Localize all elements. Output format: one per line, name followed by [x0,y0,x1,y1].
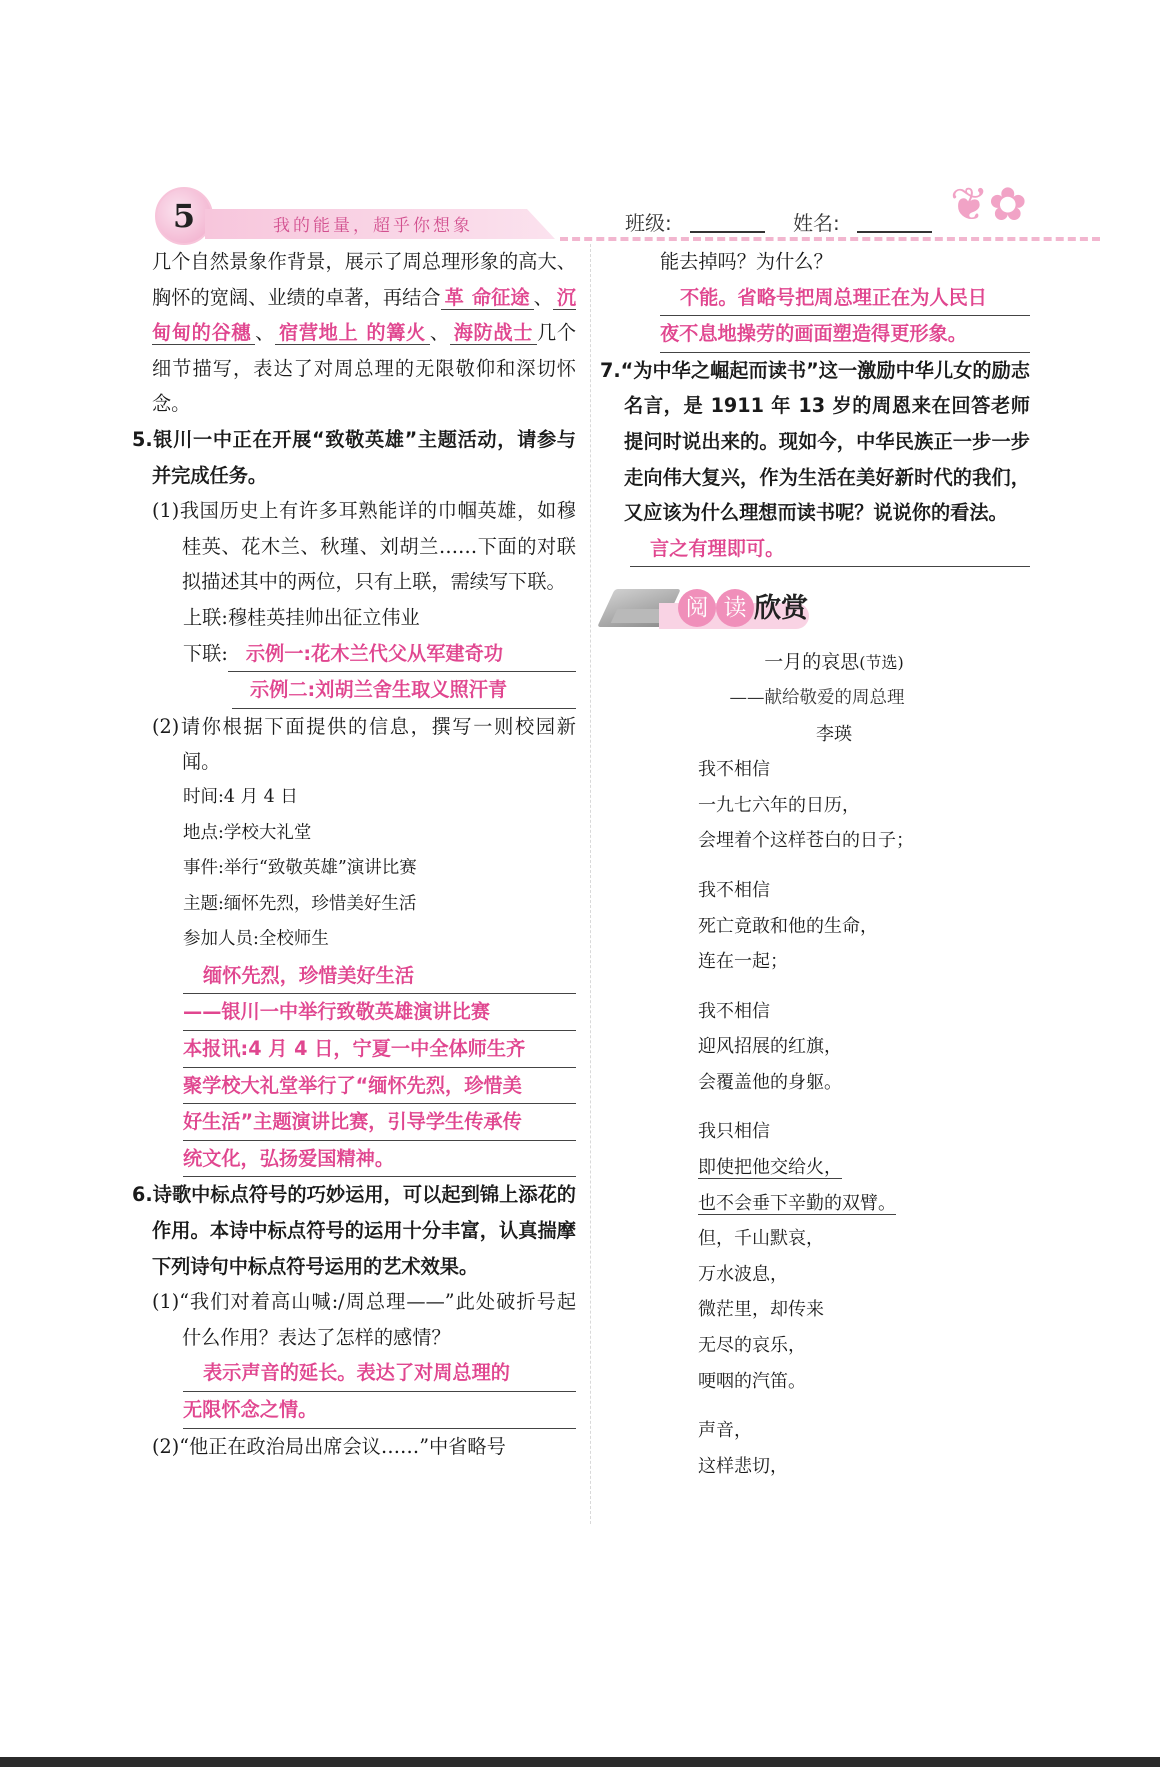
separator: 、 [255,321,276,345]
info-time: 时间:4 月 4 日 [183,786,298,807]
q6-text: 诗歌中标点符号的巧妙运用，可以起到锦上添花的作用。本诗中标点符号的运用十分丰富，认真揣摩下列诗句中标点符号运用的艺术效果。 [152,1183,576,1278]
upper-text: 穆桂英挂帅出征立伟业 [227,605,420,629]
lower-answer-2: 示例二:刘胡兰舍生取义照汗青 [232,672,576,709]
news-body-3: 好生活”主题演讲比赛，引导学生传承传 [183,1104,576,1141]
q7-answer-wrap [604,531,1030,568]
reading-char-2: 读 [716,589,754,627]
stanza-3 [698,994,1030,1101]
poem-line: 这样悲切， [698,1455,788,1477]
news-subtitle: ——银川一中举行致敬英雄演讲比赛 [183,994,576,1031]
poem-line: 死亡竟敢和他的生命， [698,915,878,937]
poem-line: 会覆盖他的身躯。 [698,1071,842,1093]
stanza-1 [698,752,1030,859]
info-theme: 主题:缅怀先烈，珍惜美好生活 [183,893,417,914]
q7-text: “为中华之崛起而读书”这一激励中华儿女的励志名言，是 1911 年 13 岁的周恩来在回答老师提问时说出来的。现如今，中华民族正一步一步走向伟大复兴，作为生活在美好新时代的我们，又应该为什么理想而读书呢？说说你的看法。 [620,358,1030,525]
stanza-5 [698,1413,1030,1484]
page-header [155,177,1035,240]
poem-line: 我只相信 [698,1121,770,1143]
class-label: 班级: [625,211,672,235]
q5-2-number: (2) [152,714,180,738]
lower-couplet-2 [152,672,576,709]
q7-answer: 言之有理即可。 [630,531,1030,568]
q6-2-number: (2) [152,1434,180,1458]
q7-number: 7. [600,358,621,382]
poem-line-underlined: 也不会垂下辛勤的双臂。 [698,1192,896,1214]
poem-body [604,752,1030,1484]
stanza-4 [698,1114,1030,1399]
slogan: 我的能量，超乎你想象 [273,216,473,236]
q6-1-answer-1: 表示声音的延长。表达了对周总理的 [183,1355,576,1392]
q6-1-answer [152,1355,576,1428]
q5-1-text: 我国历史上有许多耳熟能详的巾帼英雄，如穆桂英、花木兰、秋瑾、刘胡兰……下面的对联拟描述其中的两位，只有上联，需续写下联。 [179,499,576,594]
class-blank[interactable] [690,231,765,233]
column-divider [590,244,591,1524]
intro-text-1: 几个自然景象作背景，展示了周总理形象的高大、胸怀的宽阔、业绩的卓著，再结合 [152,250,576,309]
news-title: 缅怀先烈，珍惜美好生活 [183,958,576,995]
name-label: 姓名: [793,211,840,235]
poem-line: 无尽的哀乐， [698,1335,806,1357]
q4-continuation [152,244,576,422]
lower-couplet [152,636,576,673]
q5-1 [152,493,576,600]
answer-blank-a2: 命征途 [468,286,534,310]
info-place: 地点:学校大礼堂 [183,822,312,843]
news-body-4: 统文化，弘扬爱国精神。 [183,1141,576,1178]
answer-blank-c1: 宿营地上 [275,321,362,345]
separator: 、 [429,321,450,345]
q6-2-answer-1: 不能。省略号把周总理正在为人民日 [660,280,1030,317]
left-column [132,244,577,1464]
q6-2 [152,1429,576,1465]
news-body-2: 聚学校大礼堂举行了“缅怀先烈，珍惜美 [183,1068,576,1105]
poem-line: 我不相信 [698,1000,770,1022]
q6-1-number: (1) [152,1290,180,1314]
poem-subtitle: ——献给敬爱的周总理 [729,687,905,708]
reading-title: 欣赏 [754,593,808,625]
poem-line: 我不相信 [698,879,770,901]
poem-author: 李瑛 [816,723,852,745]
answer-blank-d: 海防战士 [450,321,537,345]
upper-couplet [152,600,576,636]
reading-char-1: 阅 [678,589,716,627]
info-event: 事件:举行“致敬英雄”演讲比赛 [183,858,417,879]
poem-title-text: 一月的哀思 [764,651,860,674]
lower-label: 下联: [183,641,228,665]
q5-text: 银川一中正在开展“致敬英雄”主题活动，请参与并完成任务。 [152,427,576,487]
q5-2-text: 请你根据下面提供的信息，撰写一则校园新闻。 [179,714,576,774]
q6-1-answer-2: 无限怀念之情。 [183,1392,576,1429]
q6-1 [152,1284,576,1355]
poem-title-note: (节选) [859,653,904,673]
q6-1-text: “我们对着高山喊:/周总理——”此处破折号起什么作用？表达了怎样的感情？ [179,1290,576,1349]
q5-1-number: (1) [152,499,180,523]
stanza-2 [698,873,1030,980]
flower-ornament-icon: ❦✿ [950,177,1028,231]
poem-line: 连在一起； [698,951,788,973]
q5-number: 5. [132,427,153,451]
q6-2-answer-2: 夜不息地操劳的画面塑造得更形象。 [660,316,1030,353]
poem-line: 万水波息， [698,1263,788,1285]
news-answer [152,958,576,1178]
name-blank[interactable] [857,231,932,233]
lower-answer-1: 示例一:花木兰代父从军建奇功 [228,636,576,673]
answer-blank-c2: 的篝火 [362,321,430,345]
q6-2-answer [604,280,1030,353]
poem-line: 一九七六年的日历， [698,794,860,816]
question-6 [132,1177,576,1284]
info-people: 参加人员:全校师生 [183,929,329,950]
q6-2-text: “他正在政治局出席会议……”中省略号 [179,1434,506,1458]
poem-line: 微茫里，却传来 [698,1299,824,1321]
answer-blank-b: 沉甸甸的谷穗 [152,285,577,345]
question-5 [132,422,576,493]
poem-line-underlined: 即使把他交给火， [698,1157,842,1179]
poem-title [604,645,1030,681]
poem-line: 会埋着个这样苍白的日子； [698,830,914,852]
q5-2 [152,709,576,780]
q6-2-continued: 能去掉吗？为什么？ [660,250,833,273]
q6-number: 6. [132,1183,153,1207]
question-7 [600,353,1030,531]
answer-blank-a1: 革 [441,286,468,310]
poem-line: 声音， [698,1420,752,1442]
reading-section-header [604,579,1030,639]
poem-line: 我不相信 [698,759,770,781]
poem-line: 迎风招展的红旗， [698,1036,842,1058]
bottom-edge-bar [0,1757,1160,1767]
poem-line: 哽咽的汽笛。 [698,1370,806,1392]
intro-text-2: 几个细节描写，表达了对周总理的无限敬仰和深切怀念。 [152,321,577,416]
right-column [600,244,1030,1484]
poem-line: 但，千山默哀， [698,1228,824,1250]
separator: 、 [533,285,553,309]
news-body-1: 本报讯:4 月 4 日，宁夏一中全体师生齐 [183,1031,576,1068]
upper-label: 上联: [183,605,228,629]
header-dashed-line [560,237,1100,241]
page-number-badge: 5 [155,187,213,245]
